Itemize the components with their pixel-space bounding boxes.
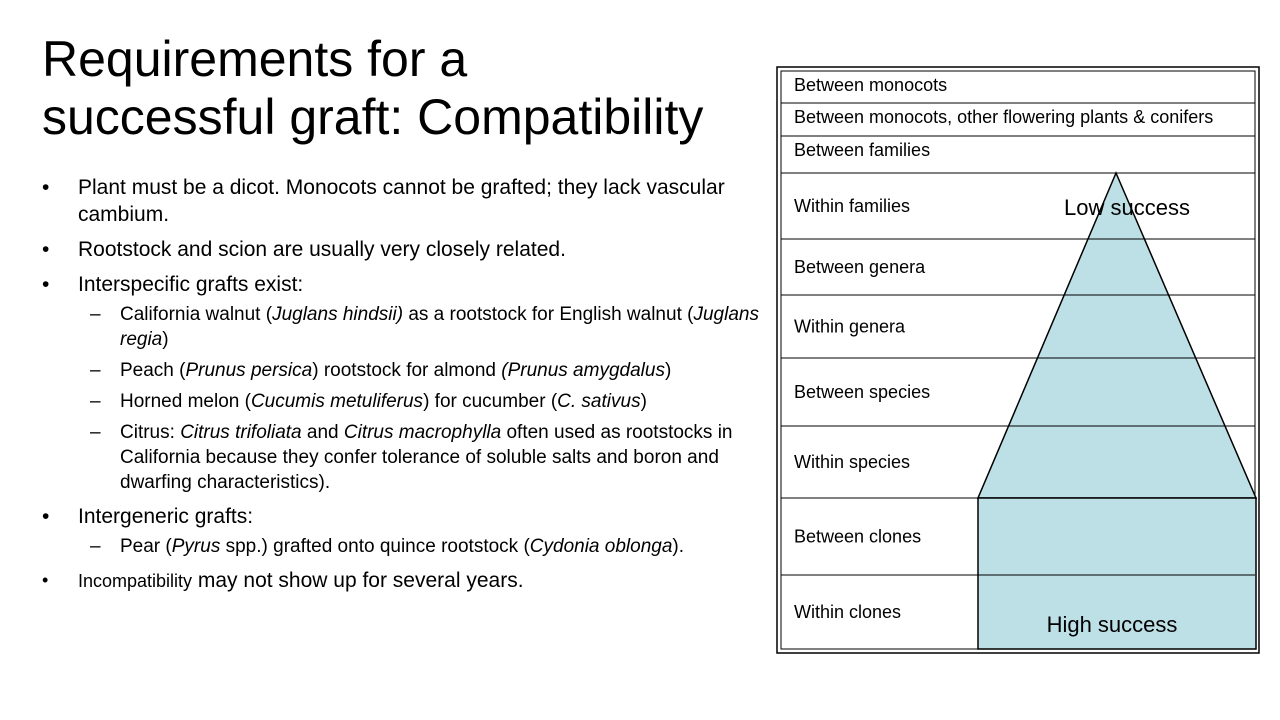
sub-peach-sci-1: Prunus persica <box>185 360 313 381</box>
bullet-incompatibility <box>42 567 762 595</box>
sub-melon-sci-2: C. sativus <box>557 391 641 412</box>
sub-walnut-text-3: ) <box>162 329 169 350</box>
low-success-label: Low success <box>1064 195 1190 220</box>
pyramid-triangle <box>978 173 1256 498</box>
sub-melon-text-3: ) <box>640 391 647 412</box>
sub-citrus-text-3: often used as rootstocks in California because they confer tolerance of soluble salts and boron and dwarfing characteristics). <box>120 422 733 493</box>
row-label: Within species <box>794 452 911 472</box>
sub-peach-text-2: ) rootstock for almond <box>312 360 502 381</box>
sub-pear-text-3: ). <box>672 536 685 557</box>
bullet-interspecific <box>42 271 762 495</box>
sub-melon-sci-1: Cucumis metuliferus <box>250 391 424 412</box>
sub-walnut-text-2: as a rootstock for English walnut ( <box>403 304 694 325</box>
sub-pear-text-2: spp.) grafted onto quince rootstock ( <box>220 536 530 557</box>
row-label: Between families <box>794 140 931 160</box>
row-label: Within clones <box>794 602 902 622</box>
row-label: Between clones <box>794 526 922 547</box>
row-label: Between monocots <box>794 75 948 95</box>
sub-citrus-text-1: Citrus: <box>120 422 181 443</box>
sub-peach <box>78 358 762 383</box>
bullet-incompatibility-small: Incompatibility <box>78 571 193 591</box>
sub-peach-text-3: ) <box>664 360 672 381</box>
bullet-incompatibility-tail: may not show up for several years. <box>192 569 524 592</box>
sub-walnut-sci-1: Juglans hindsii) <box>272 304 404 325</box>
sub-citrus <box>78 420 762 495</box>
row-label: Between species <box>794 382 931 402</box>
sub-walnut <box>78 302 762 352</box>
bullet-related-text: Rootstock and scion are usually very closely related. <box>78 238 566 261</box>
high-success-label: High success <box>1046 612 1178 637</box>
compatibility-pyramid-diagram <box>776 66 1262 656</box>
sub-melon <box>78 389 762 414</box>
intergeneric-sublist <box>78 534 762 559</box>
row-label: Within families <box>794 196 911 216</box>
sub-citrus-text-2: and <box>301 422 344 443</box>
row-label: Between genera <box>794 257 926 277</box>
sub-pear-sci-1: Pyrus <box>171 536 221 557</box>
bullet-intergeneric <box>42 503 762 559</box>
sub-pear-text-1: Pear ( <box>120 536 172 557</box>
sub-citrus-sci-2: Citrus macrophylla <box>343 422 502 443</box>
interspecific-sublist <box>78 302 762 495</box>
sub-pear <box>78 534 762 559</box>
slide-title <box>42 30 762 146</box>
sub-peach-text-1: Peach ( <box>120 360 186 381</box>
bullet-intergeneric-text: Intergeneric grafts: <box>78 505 254 528</box>
bullet-interspecific-text: Interspecific grafts exist: <box>78 273 304 296</box>
row-label: Within genera <box>794 316 906 337</box>
sub-walnut-text-1: California walnut ( <box>120 304 273 325</box>
slide-title-line-2: successful graft: Compatibility <box>42 89 704 145</box>
sub-citrus-sci-1: Citrus trifoliata <box>180 422 302 443</box>
sub-melon-text-2: ) for cucumber ( <box>423 391 558 412</box>
bullet-dicot-text: Plant must be a dicot. Monocots cannot be grafted; they lack vascular cambium. <box>78 176 725 226</box>
sub-pear-sci-2: Cydonia oblonga <box>529 536 673 557</box>
slide-title-line-1: Requirements for a <box>42 31 468 87</box>
bullet-related <box>42 236 762 263</box>
diagram-shapes <box>978 173 1256 649</box>
sub-walnut-sci-2: Juglans regia <box>120 304 759 350</box>
bullet-list <box>42 174 762 603</box>
sub-peach-sci-2: (Prunus amygdalus <box>501 360 665 381</box>
row-label: Between monocots, other flowering plants & conifers <box>794 107 1214 127</box>
sub-melon-text-1: Horned melon ( <box>120 391 251 412</box>
bullet-dicot <box>42 174 762 228</box>
